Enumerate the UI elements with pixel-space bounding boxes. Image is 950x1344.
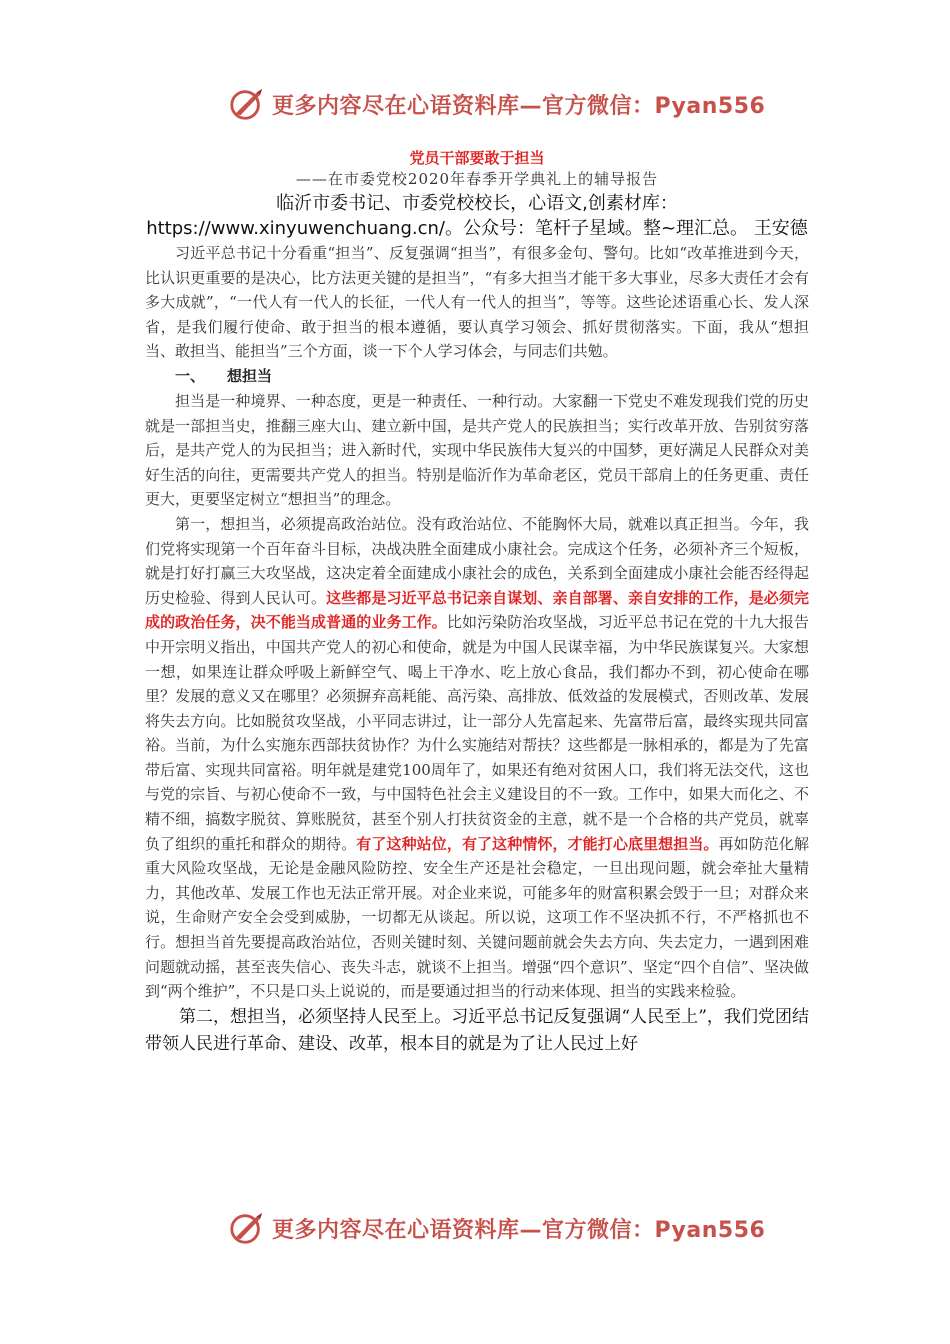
- section-number: 一、: [175, 366, 206, 385]
- document-subtitle: ——在市委党校2020年春季开学典礼上的辅导报告: [295, 170, 659, 188]
- header-banner: [228, 84, 766, 124]
- footer-banner: [228, 1208, 766, 1248]
- banner-text: 更多内容尽在心语资料库—官方微信：Pyan556: [272, 1217, 766, 1243]
- paragraph-3: 第二，想担当，必须坚持人民至上。习近平总书记反复强调“人民至上”，我们党团结带领人民进行革命、建设、改革，根本目的就是为了让人民过上好: [145, 1006, 809, 1054]
- paragraph-1: 担当是一种境界、一种态度，更是一种责任、一种行动。大家翻一下党史不难发现我们党的历史就是一部担当史，推翻三座大山、建立新中国，是共产党人的民族担当；实行改革开放、告别贫穷落后，是共产党人的为民担当；进入新时代，实现中华民族伟大复兴的中国梦，更好满足人民群众对美好生活的向往，更需要共产党人的担当。特别是临沂作为革命老区，党员干部肩上的任务更重、责任更大，更要坚定树立“想担当”的理念。: [145, 391, 809, 509]
- document-body: [145, 147, 809, 1058]
- author-line: 临沂市委书记、市委党校校长，心语文,创素材库：https://www.xinyuwenchuang.cn/。公众号：笔杆子星域。整~理汇总。 王安德: [146, 193, 808, 239]
- document-title: 党员干部要敢于担当: [409, 149, 545, 167]
- section-title: 想担当: [227, 366, 273, 385]
- paragraph-2-text-c: 再如防范化解重大风险攻坚战，无论是金融风险防控、安全生产还是社会稳定，一旦出现问题，就会牵扯大量精力，其他改革、发展工作也无法正常开展。对企业来说，可能多年的财富积累会毁于一旦；对群众来说，生命财产安全会受到威胁，一切都无从谈起。所以说，这项工作不坚决抓不行，不严格抓也不行。想担当首先要提高政治站位，否则关键时刻、关键问题前就会失去方向、失去定力，一遇到困难问题就动摇，甚至丧失信心、丧失斗志，就谈不上担当。增强“四个意识”、坚定“四个自信”、坚决做到“两个维护”，不只是口头上说说的，而是要通过担当的行动来体现、担当的实践来检验。: [145, 834, 809, 1001]
- paragraph-2-text-a: 第一，想担当，必须提高政治站位。没有政治站位、不能胸怀大局，就难以真正担当。今年，我们党将实现第一个百年奋斗目标，决战决胜全面建成小康社会。完成这个任务，必须补齐三个短板，就是打好打赢三大攻坚战，这决定着全面建成小康社会的成色，关系到全面建成小康社会能否经得起历史检验、得到人民认可。: [145, 514, 809, 607]
- pen-circle-icon: [228, 1209, 266, 1247]
- section-heading: [145, 364, 809, 389]
- banner-text: 更多内容尽在心语资料库—官方微信：Pyan556: [272, 93, 766, 119]
- highlight-text-1: 这些都是习近平总书记亲自谋划、亲自部署、亲自安排的工作，是必须完成的政治任务，决不能当成普通的业务工作。: [145, 588, 809, 632]
- paragraph-2: [145, 512, 809, 1004]
- intro-paragraph: 习近平总书记十分看重“担当”、反复强调“担当”，有很多金句、警句。比如“改革推进到今天，比认识更重要的是决心，比方法更关键的是担当”，“有多大担当才能干多大事业，尽多大责任才会有多大成就”，“一代人有一代人的长征，一代人有一代人的担当”，等等。这些论述语重心长、发人深省，是我们履行使命、敢于担当的根本遵循，要认真学习领会、抓好贯彻落实。下面，我从“想担当、敢担当、能担当”三个方面，谈一下个人学习体会，与同志们共勉。: [145, 244, 809, 361]
- highlight-text-2: 有了这种站位，有了这种情怀，才能打心底里想担当。: [356, 834, 719, 853]
- pen-circle-icon: [228, 85, 266, 123]
- paragraph-2-text-b: 比如污染防治攻坚战，习近平总书记在党的十九大报告中开宗明义指出，中国共产党人的初心和使命，就是为中国人民谋幸福，为中华民族谋复兴。大家想一想，如果连让群众呼吸上新鲜空气、喝上干净水、吃上放心食品，我们都办不到，初心使命在哪里？发展的意义又在哪里？必须摒弃高耗能、高污染、高排放、低效益的发展模式，否则改革、发展将失去方向。比如脱贫攻坚战，小平同志讲过，让一部分人先富起来、先富带后富，最终实现共同富裕。当前，为什么实施东西部扶贫协作？为什么实施结对帮扶？这些都是一脉相承的，都是为了先富带后富、实现共同富裕。明年就是建党100周年了，如果还有绝对贫困人口，我们将无法交代，这也与党的宗旨、与初心使命不一致，与中国特色社会主义建设目的不一致。工作中，如果大而化之、不精不细，搞数字脱贫、算账脱贫，甚至个别人打扶贫资金的主意，就不是一个合格的共产党员，就辜负了组织的重托和群众的期待。: [145, 613, 809, 853]
